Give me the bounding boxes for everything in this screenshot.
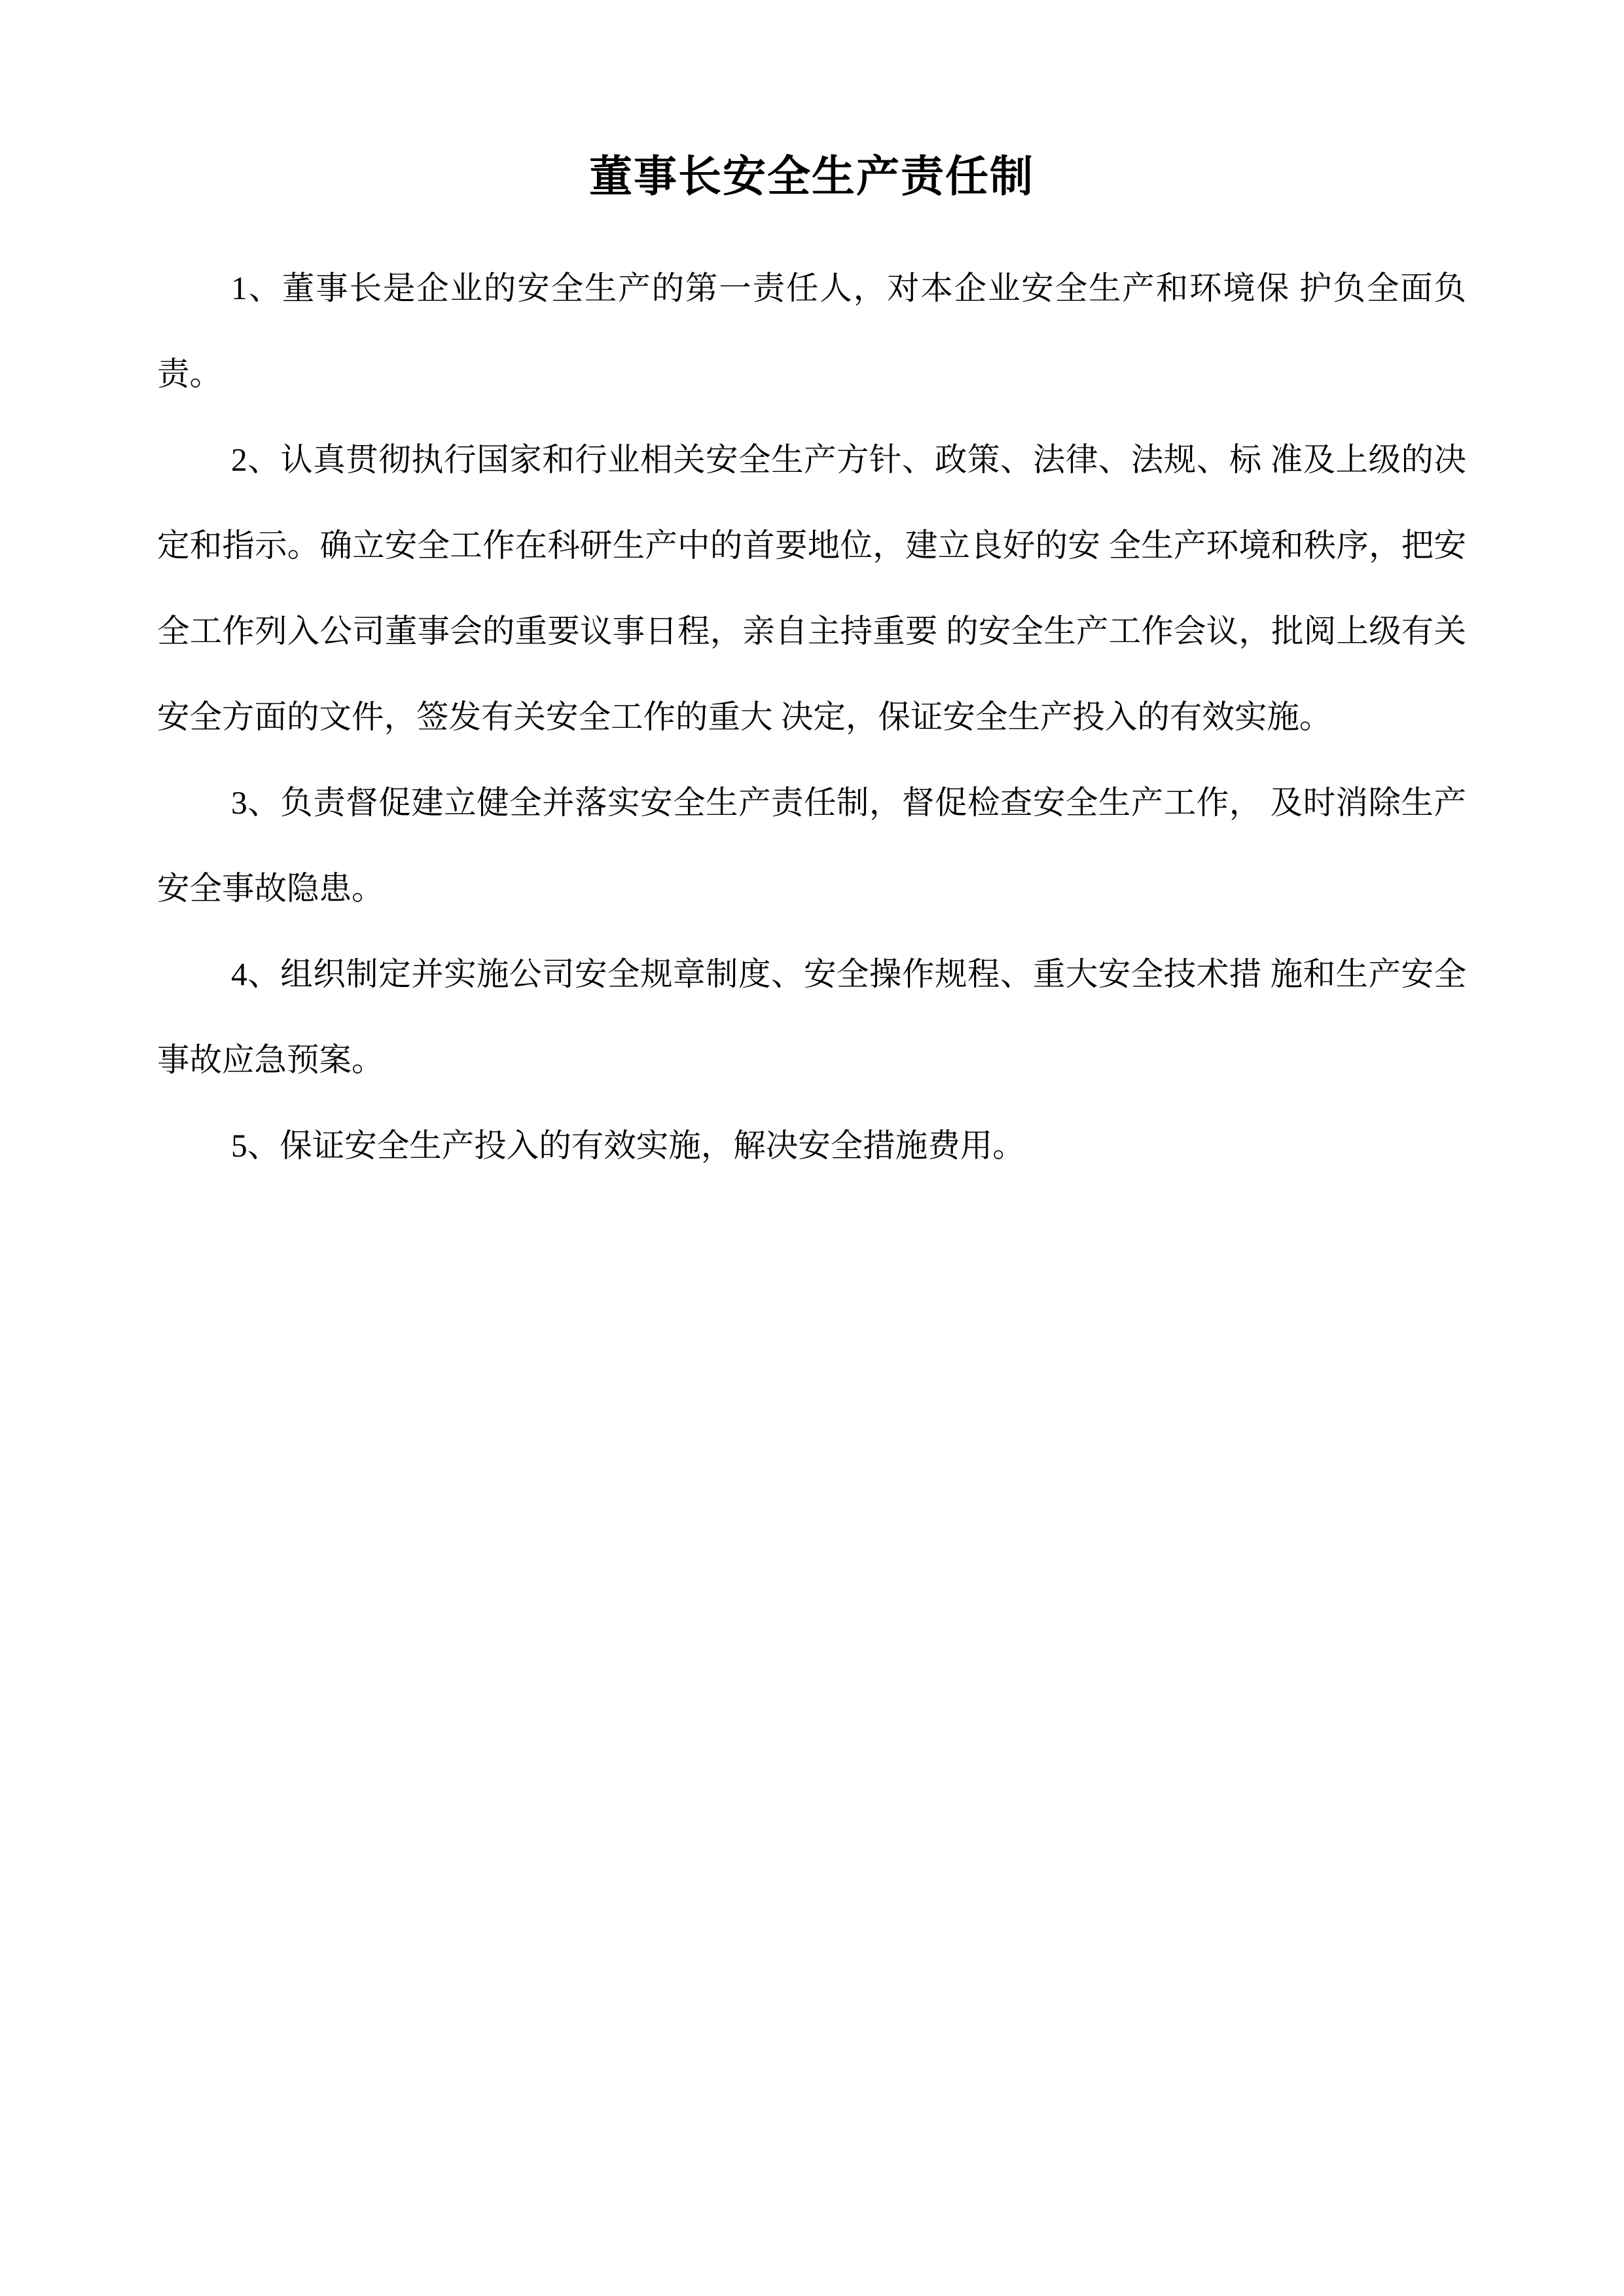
document-title: 董事长安全生产责任制 <box>589 153 1034 201</box>
paragraph-1: 1、董事长是企业的安全生产的第一责任人，对本企业安全生产和环境保 护负全面负责。 <box>157 270 1466 392</box>
document-body <box>157 245 1466 1189</box>
paragraph-5: 5、保证安全生产投入的有效实施，解决安全措施费用。 <box>231 1128 1025 1164</box>
paragraph-2: 2、认真贯彻执行国家和行业相关安全生产方针、政策、法律、法规、标 准及上级的决定和指示。确立安全工作在科研生产中的首要地位，建立良好的安 全生产环境和秩序，把安全工作列入公司董事会的重要议事日程，亲自主持重要 的安全生产工作会议，批阅上级有关安全方面的文件，签发有关安全工作的重大 决定，保证安全生产投入的有效实施。 <box>157 442 1466 735</box>
paragraph-3: 3、负责督促建立健全并落实安全生产责任制，督促检查安全生产工作， 及时消除生产安全事故隐患。 <box>157 785 1466 906</box>
paragraph-4: 4、组织制定并实施公司安全规章制度、安全操作规程、重大安全技术措 施和生产安全事故应急预案。 <box>157 956 1466 1078</box>
